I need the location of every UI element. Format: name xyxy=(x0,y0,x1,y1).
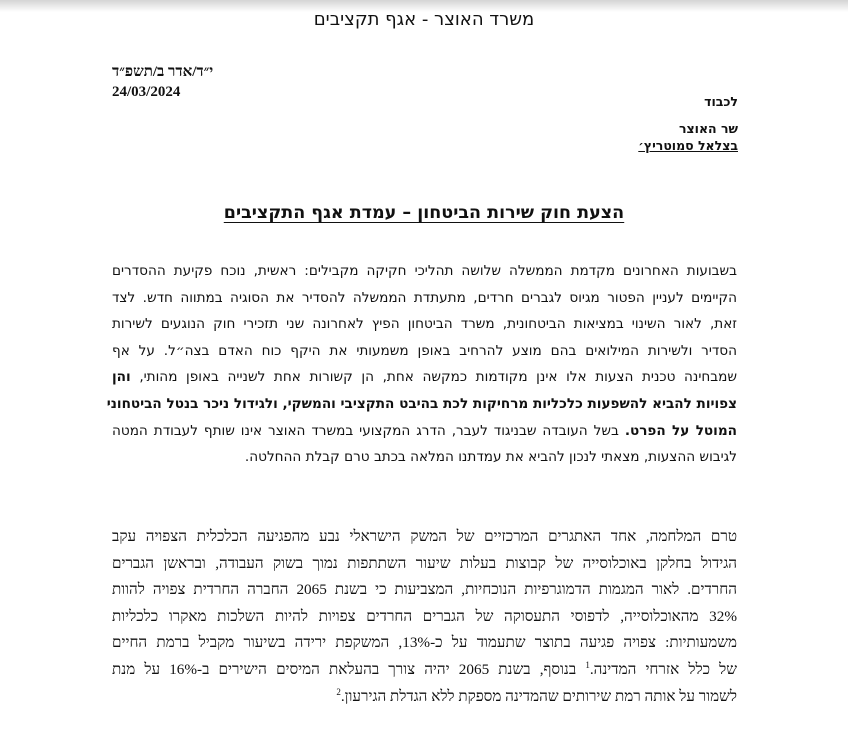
ministry-header: משרד האוצר - אגף תקציבים xyxy=(313,9,535,30)
paragraph-line: הגידול בחלקן באוכלוסייה של קבוצות בעלות שיעור השתתפות נמוך בשוק העבודה, ובראשן הגברים xyxy=(112,554,737,572)
line-text: שמבחינה טכנית הצעות אלו אינן מקודמות כמקשה אחת, הן קשורות אחת לשנייה באופן מהותי, xyxy=(139,369,737,386)
line-text: של כלל אזרחי המדינה. xyxy=(589,660,737,678)
gregorian-date: 24/03/2024 xyxy=(112,84,181,100)
paragraph-line: הסדיר ולשירות המילואים בהם מוצע להרחיב באופן משמעותי את היקף כוח האדם בצה״ל. על אף xyxy=(112,342,737,359)
paragraph-line xyxy=(112,418,737,445)
salutation: לכבוד xyxy=(704,94,738,109)
paragraph-line: זאת, לאור השינוי במציאות הביטחונית, משרד הביטחון הפיץ לאחרונה שני תזכירי חוק הנוגעים לשירות xyxy=(112,316,737,333)
footnote-ref-1[interactable]: 1 xyxy=(585,659,590,670)
paragraph-line xyxy=(112,364,737,391)
paragraph-line xyxy=(112,657,737,684)
hebrew-date: י״ד/אדר ב/תשפ״ד xyxy=(112,64,214,80)
recipient-name: בצלאל סמוטריץ׳ xyxy=(638,138,738,153)
bold-text: המוטל על הפרט. xyxy=(624,422,738,439)
line-text: בשל העובדה שבניגוד לעבר, הדרג המקצועי במשרד האוצר אינו שותף לעבודת המטה xyxy=(112,422,619,439)
line-text: לשמור על אותה רמת שירותים שהמדינה מספקת ללא הגדלת הגירעון. xyxy=(340,687,737,705)
line-text: בנוסף, בשנת 2065 יהיה צורך בהעלאת המיסים הישירים ב-16% על מנת xyxy=(112,660,577,678)
footnote-ref-2[interactable]: 2 xyxy=(336,686,341,697)
date-block xyxy=(112,62,213,102)
paragraph-line: משמעותיות: צפויה פגיעה בתוצר שתעמוד על כ-13%, המשקפת ירידה בשיעור מקביל ברמת החיים xyxy=(112,634,737,652)
paragraph-2 xyxy=(112,524,737,710)
paragraph-line: טרם המלחמה, אחד האתגרים המרכזיים של המשק הישראלי נבע מהפגיעה הכלכלית הצפויה עקב xyxy=(112,528,737,545)
document-title: הצעת חוק שירות הביטחון – עמדת אגף התקציבים xyxy=(223,203,625,223)
paragraph-line xyxy=(112,684,737,711)
paragraph-line: לגיבוש ההצעות, מצאתי לנכון להביא את עמדתנו המלאה בכתב טרם קבלת ההחלטה. xyxy=(244,449,737,466)
bold-text: והן xyxy=(112,369,131,386)
paragraph-line xyxy=(106,391,737,418)
paragraph-line: החרדים. לאור המגמות הדמוגרפיות הנוכחיות, המצביעות כי בשנת 2065 החברה החרדית צפויה להוות xyxy=(112,581,737,599)
recipient-title: שר האוצר xyxy=(678,121,738,136)
paragraph-line: הקיימים לעניין הפטור מגיוס לגברים חרדים, מתעתדת הממשלה להסדיר את הסוגיה במתווה חדש. לצד xyxy=(112,289,737,306)
paragraph-line: 32% מהאוכלוסייה, לדפוסי התעסוקה של הגברים החרדים צפויות להיות השלכות מאקרו כלכליות xyxy=(112,607,737,625)
bold-text: צפויות להביא להשפעות כלכליות מרחיקות לכת בהיבט התקציבי והמשקי, ולגידול ניכר בנטל הביטחוני xyxy=(106,395,737,412)
paragraph-1 xyxy=(106,258,738,471)
recipient-block xyxy=(638,93,738,154)
paragraph-line: בשבועות האחרונים מקדמת הממשלה שלושה תהליכי חקיקה מקבילים: ראשית, נוכח פקיעת ההסדרים xyxy=(112,263,737,279)
